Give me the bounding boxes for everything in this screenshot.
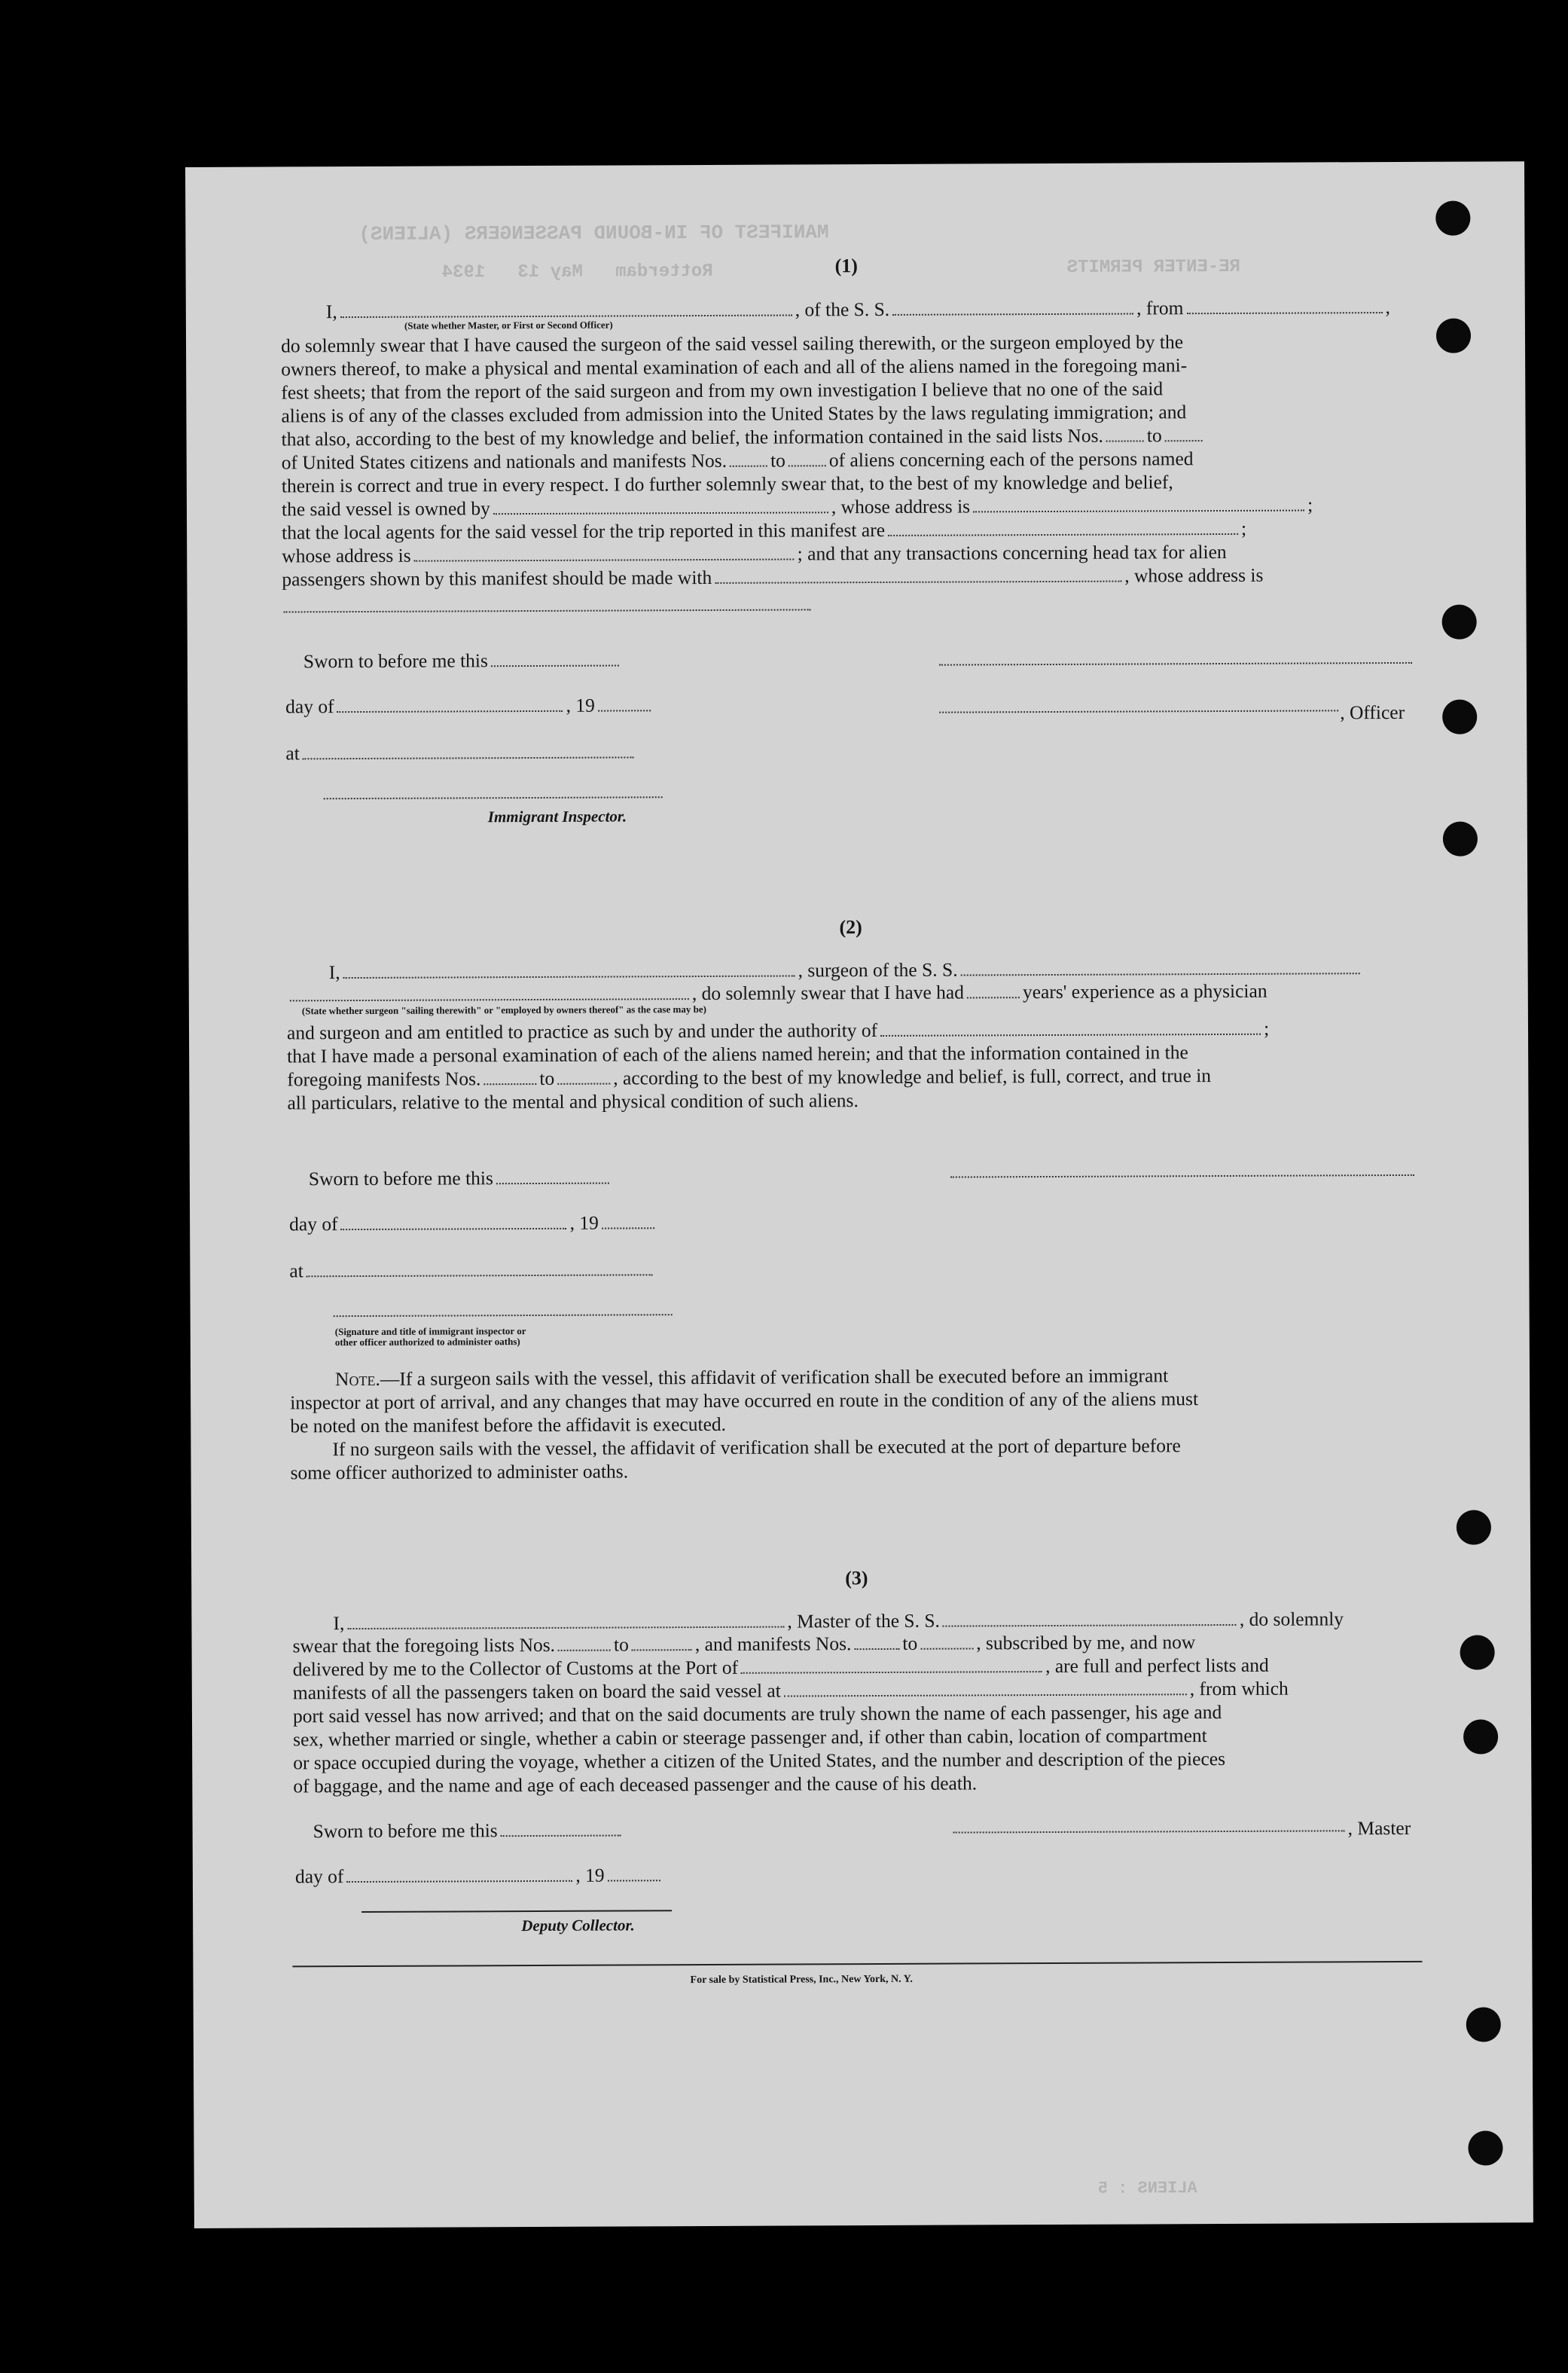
s1-at: at xyxy=(285,740,637,765)
s2-at: at xyxy=(289,1257,656,1282)
punch-hole xyxy=(1435,201,1470,236)
surgeon-signature-line[interactable] xyxy=(950,1174,1414,1178)
punch-hole xyxy=(1442,700,1477,734)
officer-note: (State whether Master, or First or Second Officer) xyxy=(404,319,613,331)
punch-hole xyxy=(1436,319,1471,353)
signature-note: (Signature and title of immigrant inspector or other officer authorized to administer oaths) xyxy=(334,1325,526,1348)
s3-sworn: Sworn to before me this xyxy=(313,1818,624,1843)
footer-rule xyxy=(292,1961,1422,1968)
collector-caption: Deputy Collector. xyxy=(521,1916,635,1935)
officer-title-line[interactable] xyxy=(939,710,1338,713)
note-paragraph: Note.—If a surgeon sails with the vessel, this affidavit of verification shall be executed before an immigrant inspector at port of arrival, and any changes that may have occurred en route in the condition of any of the aliens must be noted on the manifest before the affidavit is executed. If no surgeon sails with the vessel, the affidavit of verification shall be executed at the port of departure before some officer authorized to administer oaths. xyxy=(290,1364,1199,1484)
inspector-caption: Immigrant Inspector. xyxy=(487,807,627,826)
s1-line-i: I, , of the S. S. , from , xyxy=(325,296,1390,323)
s2-paragraph: and surgeon and am entitled to practice as such by and under the authority of ; that I have made a personal examination of each of the aliens named herein; and that the information contained in the foregoing manifests Nos. to , according to the best of my knowledge and belief, is full, correct, and true in all particulars, relative to the mental and physical condition of such aliens. xyxy=(286,1017,1270,1114)
s1-sworn: Sworn to before me this xyxy=(304,648,622,673)
s3-day-of: day of , 19 xyxy=(295,1863,664,1888)
punch-hole xyxy=(1457,1510,1491,1544)
s2-sworn: Sworn to before me this xyxy=(309,1166,612,1191)
s2-day-of: day of , 19 xyxy=(289,1211,657,1235)
collector-signature-line[interactable] xyxy=(361,1910,672,1913)
bleed-through-text: Rotterdam May 13 1934 xyxy=(441,261,713,283)
bleed-through-text: ALIENS : 5 xyxy=(1097,2179,1197,2198)
section-3-heading: (3) xyxy=(845,1567,868,1590)
form-page xyxy=(185,161,1533,2228)
blank-line[interactable] xyxy=(284,609,811,612)
section-1-heading: (1) xyxy=(834,255,858,277)
punch-hole xyxy=(1460,1635,1495,1669)
punch-hole xyxy=(1468,2130,1502,2165)
printer-credit: For sale by Statistical Press, Inc., New York, N. Y. xyxy=(690,1973,913,1987)
punch-hole xyxy=(1466,2007,1501,2042)
punch-hole xyxy=(1463,1719,1498,1754)
s3-paragraph: swear that the foregoing lists Nos. to , and manifests Nos. to , subscribed by me, and now delivered by me to the Collector of Customs at the Port of , are full and perfect lists and manifests of all the passengers taken on board the said vessel at , from which port said vessel has now arrived; and that on the said documents are truly shown the name of each passenger, his age and sex, whether married or single, whether a cabin or steerage passenger and, if other than cabin, location of compartment or space occupied during the voyage, whether a citizen of the United States, and the number and description of the pieces of baggage, and the name and age of each deceased passenger and the cause of his death. xyxy=(292,1631,1289,1797)
punch-hole xyxy=(1443,822,1478,857)
officer-label: , Officer xyxy=(1340,701,1405,724)
bleed-through-text: MANIFEST OF IN-BOUND PASSENGERS (ALIENS) xyxy=(358,221,829,246)
punch-hole xyxy=(1442,605,1477,640)
officer-signature-line[interactable] xyxy=(939,662,1412,666)
bleed-through-text: RE-ENTER PERMITS xyxy=(1066,256,1241,278)
section-2-heading: (2) xyxy=(839,916,862,939)
master-signature-line[interactable] xyxy=(953,1830,1345,1833)
administering-officer-line[interactable] xyxy=(334,1314,673,1317)
surgeon-note: (State whether surgeon "sailing therewith" or "employed by owners thereof" as the case may be) xyxy=(301,1003,706,1017)
s1-paragraph: do solemnly swear that I have caused the surgeon of the said vessel sailing therewith, or the surgeon employed by the owners thereof, to make a physical and mental examination of each and all of the aliens named in the foregoing mani- fest sheets; that from the report of the said surgeon and from my own investigation I believe that no one of the said aliens is of any of the classes excluded from admission into the United States by the laws regulating immigration; and that also, according to the best of my knowledge and belief, the information contained in the said lists Nos. to of United States citizens and nationals and manifests Nos. to of aliens concerning each of the persons named therein is correct and true in every respect. I do further solemnly swear that, to the best of my knowledge and belief, the said vessel is owned by , whose address is ; that the local agents for the said vessel for the trip reported in this manifest are ; whose address is ; and that any transactions concerning head tax for alien passengers shown by this manifest should be made with , whose address is xyxy=(280,331,1313,591)
inspector-signature-line[interactable] xyxy=(324,796,663,799)
s1-day-of: day of , 19 xyxy=(285,693,654,718)
s3-line-i: I, , Master of the S. S. , do solemnly xyxy=(333,1608,1344,1635)
s2-line-years: , do solemnly swear that I have had years' experience as a physician xyxy=(287,979,1268,1007)
master-label: , Master xyxy=(1347,1816,1411,1840)
s2-line-i: I, , surgeon of the S. S. xyxy=(329,956,1363,984)
